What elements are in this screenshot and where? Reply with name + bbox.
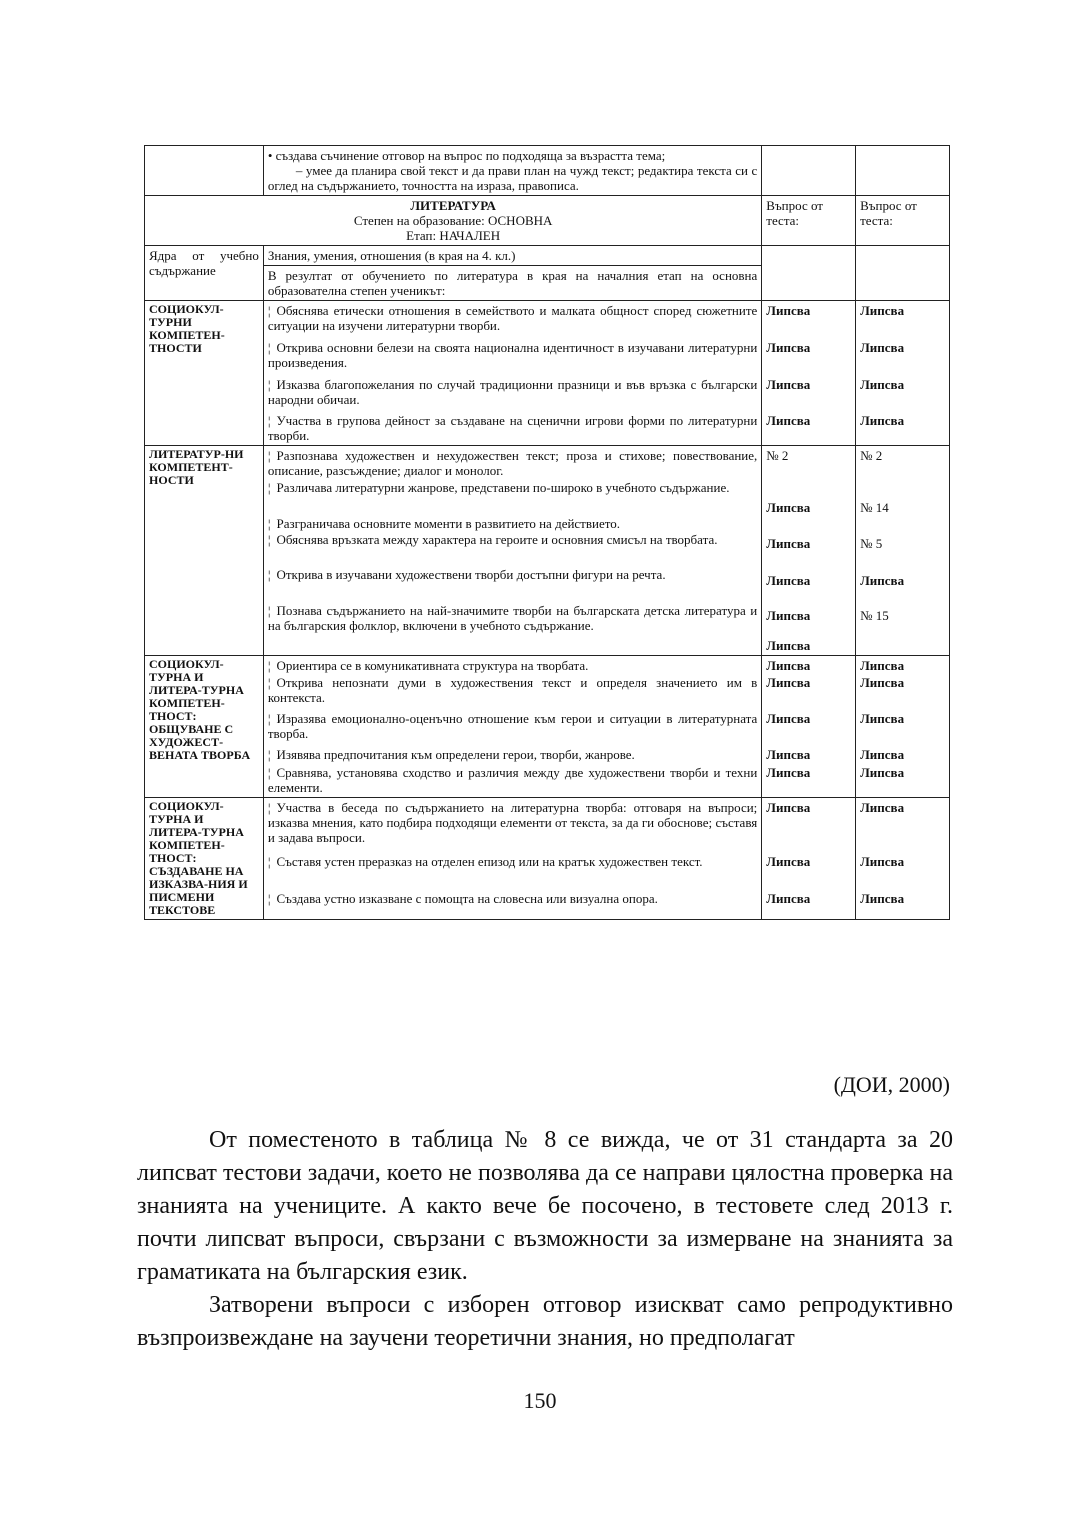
items-cell	[263, 446, 761, 656]
answer-value: Липсва	[860, 377, 905, 392]
answer-cell	[856, 656, 950, 798]
header-col4: Въпрос от теста:	[856, 196, 950, 246]
bullet-marker: ¦	[267, 303, 271, 318]
table-row	[145, 301, 950, 446]
answer-value: Липсва	[766, 765, 811, 780]
table-row	[145, 446, 950, 656]
answer-cell	[762, 656, 856, 798]
answer-value: Липсва	[766, 854, 811, 869]
category-cell: СОЦИОКУЛ-ТУРНИ КОМПЕТЕН-ТНОСТИ	[145, 301, 264, 446]
subheader-left: Ядра от учебно съдържание	[145, 246, 264, 301]
list-item	[268, 891, 757, 906]
answer-value: Липсва	[860, 413, 905, 428]
table-header-row	[145, 196, 950, 246]
answer-cell	[762, 301, 856, 446]
bullet-marker: ¦	[267, 377, 271, 392]
answer-value: Липсва	[860, 765, 905, 780]
answer-value: № 5	[860, 536, 883, 551]
answer-value: Липсва	[860, 573, 905, 588]
item-text: Разграничава основните моменти в развитието на действието.	[276, 516, 620, 531]
paragraph: Затворени въпроси с изборен отговор изискват само репродуктивно възпроизвеждане на заучени теоретични знания, но предполагат	[137, 1292, 953, 1351]
paragraph: От поместеното в таблица № 8 се вижда, че от 31 стандарта за 20 липсват тестови задачи, което не позволява да се направи цялостна проверка на знанията на учениците. А както вече бе посочено, в тестовете след 2013 г. почти липсват въпроси, свързани с възможности за измерване на знанията за граматиката на българския език.	[137, 1127, 953, 1285]
list-item	[268, 567, 757, 603]
header-col3: Въпрос от теста:	[762, 196, 856, 246]
items-cell	[263, 656, 761, 798]
answer-value: Липсва	[766, 638, 811, 653]
empty-cell	[762, 146, 856, 196]
header-stage: Степен на образование: ОСНОВНА	[353, 213, 553, 228]
list-item	[268, 675, 757, 711]
list-item	[268, 765, 757, 795]
bullet-marker: ¦	[267, 747, 271, 762]
bullet-marker: ¦	[267, 567, 271, 582]
source-citation: (ДОИ, 2000)	[833, 1072, 950, 1097]
answer-cell	[856, 798, 950, 920]
answer-cell	[856, 301, 950, 446]
item-text: Обяснява връзката между характера на героите и основния смисъл на творбата.	[276, 532, 718, 547]
list-item	[268, 413, 757, 443]
answer-value: № 2	[766, 448, 789, 463]
item-text: Сравнява, установява сходство и различия между две художествени творби и техни елементи.	[267, 765, 758, 795]
bullet-marker: ¦	[267, 480, 271, 495]
answer-value: Липсва	[766, 413, 811, 428]
list-item	[268, 658, 757, 675]
list-item	[268, 516, 757, 532]
top-row-line: • създава съчинение отговор на въпрос по подходяща за възрастта тема;	[267, 148, 666, 163]
item-text: Различава литературни жанрове, представени по-широко в учебното съдържание.	[276, 480, 730, 495]
list-item	[268, 303, 757, 340]
empty-cell	[856, 246, 950, 301]
subheader-knowledge: Знания, умения, отношения (в края на 4. кл.)	[263, 246, 761, 266]
answer-value: Липсва	[766, 340, 811, 355]
answer-value: № 15	[860, 608, 889, 623]
answer-value: Липсва	[766, 573, 811, 588]
item-text: Открива непознати думи в художествения текст и определя значението им в контекста.	[267, 675, 758, 705]
list-item	[268, 340, 757, 377]
list-item	[268, 377, 757, 413]
item-text: Ориентира се в комуникативната структура на творбата.	[276, 658, 589, 673]
list-item	[268, 480, 757, 516]
top-row-line: – умее да планира свой текст и да прави план на чужд текст; редактира текста си с оглед на съдържанието, точността на израза, правописа.	[267, 163, 758, 193]
bullet-marker: ¦	[267, 448, 271, 463]
bullet-marker: ¦	[267, 603, 271, 618]
subheader-result: В резултат от обучението по литература в края на началния етап на основна образователна степен ученикът:	[263, 266, 761, 301]
item-text: Изявява предпочитания към определени герои, творби, жанрове.	[276, 747, 635, 762]
bullet-marker: ¦	[267, 765, 271, 780]
item-text: Изказва благопожелания по случай традиционни празници и във връзка с български народни обичаи.	[267, 377, 758, 407]
answer-value: Липсва	[766, 891, 811, 906]
item-text: Изразява емоционално-оценъчно отношение към герои и ситуации в литературната творба.	[267, 711, 758, 741]
category-cell: СОЦИОКУЛ-ТУРНА И ЛИТЕРА-ТУРНА КОМПЕТЕН-ТНОСТ: ОБЩУВАНЕ С ХУДОЖЕСТ-ВЕНАТА ТВОРБА	[145, 656, 264, 798]
empty-cell	[145, 146, 264, 196]
empty-cell	[762, 246, 856, 301]
item-text: Познава съдържанието на най-значимите творби на българската детска литература и на българския фолклор, включени в учебното съдържание.	[267, 603, 758, 633]
item-text: Открива основни белези на своята национална идентичност в изучавани литературни произведения.	[267, 340, 758, 370]
bullet-marker: ¦	[267, 711, 271, 726]
bullet-marker: ¦	[267, 532, 271, 547]
answer-value: Липсва	[766, 747, 811, 762]
answer-value: Липсва	[860, 658, 905, 673]
answer-value: Липсва	[860, 340, 905, 355]
answer-value: Липсва	[860, 747, 905, 762]
item-text: Открива в изучавани художествени творби достъпни фигури на речта.	[276, 567, 666, 582]
bullet-marker: ¦	[267, 891, 271, 906]
answer-value: № 14	[860, 500, 889, 515]
list-item	[268, 800, 757, 854]
item-text: Разпознава художествен и нехудожествен текст; проза и стихове; повествование, описание, разсъждение; диалог и монолог.	[267, 448, 758, 478]
list-item	[268, 854, 757, 891]
table-row	[145, 798, 950, 920]
answer-value: № 2	[860, 448, 883, 463]
answer-value: Липсва	[766, 800, 811, 815]
answer-cell	[762, 798, 856, 920]
list-item	[268, 448, 757, 480]
category-cell: СОЦИОКУЛ-ТУРНА И ЛИТЕРА-ТУРНА КОМПЕТЕН-ТНОСТ: СЪЗДАВАНЕ НА ИЗКАЗВА-НИЯ И ПИСМЕНИ ТЕКСТОВЕ	[145, 798, 264, 920]
answer-value: Липсва	[860, 800, 905, 815]
item-text: Съставя устен преразказ на отделен епизод или на кратък художествен текст.	[276, 854, 703, 869]
answer-value: Липсва	[860, 711, 905, 726]
item-text: Обяснява етически отношения в семейството и малката общност според сюжетните ситуации на изучени литературни творби.	[267, 303, 758, 333]
answer-value: Липсва	[766, 500, 811, 515]
item-text: Участва в беседа по съдържанието на литературна творба: отговаря на въпроси; изказва мнения, като подбира подходящи елементи от текста, за да ги обоснове; съставя и задава въпроси.	[267, 800, 758, 845]
item-text: Създава устно изказване с помощта на словесна или визуална опора.	[276, 891, 658, 906]
bullet-marker: ¦	[267, 854, 271, 869]
bullet-marker: ¦	[267, 340, 271, 355]
answer-value: Липсва	[766, 711, 811, 726]
answer-value: Липсва	[860, 891, 905, 906]
standards-table	[144, 145, 950, 920]
subheader-row	[145, 246, 950, 266]
answer-value: Липсва	[860, 854, 905, 869]
empty-cell	[856, 146, 950, 196]
category-cell: ЛИТЕРАТУР-НИ КОМПЕТЕНТ-НОСТИ	[145, 446, 264, 656]
page-number: 150	[523, 1388, 557, 1413]
answer-value: Липсва	[766, 536, 811, 551]
answer-value: Липсва	[860, 303, 905, 318]
table-row-top	[145, 146, 950, 196]
bullet-marker: ¦	[267, 413, 271, 428]
answer-cell	[762, 446, 856, 656]
answer-value: Липсва	[766, 303, 811, 318]
list-item	[268, 603, 757, 633]
answer-value: Липсва	[766, 377, 811, 392]
top-row-content	[263, 146, 761, 196]
answer-cell	[856, 446, 950, 656]
body-text	[137, 1124, 953, 1355]
items-cell	[263, 301, 761, 446]
header-title: ЛИТЕРАТУРА	[410, 198, 496, 213]
answer-value: Липсва	[766, 675, 811, 690]
items-cell	[263, 798, 761, 920]
list-item	[268, 711, 757, 747]
list-item	[268, 747, 757, 765]
bullet-marker: ¦	[267, 800, 271, 815]
answer-value: Липсва	[860, 675, 905, 690]
bullet-marker: ¦	[267, 675, 271, 690]
table-row	[145, 656, 950, 798]
header-level: Етап: НАЧАЛЕН	[406, 228, 501, 243]
bullet-marker: ¦	[267, 516, 271, 531]
header-cell	[145, 196, 762, 246]
answer-value: Липсва	[766, 658, 811, 673]
item-text: Участва в групова дейност за създаване на сценични игрови форми по литературни творби.	[267, 413, 758, 443]
answer-value: Липсва	[766, 608, 811, 623]
list-item	[268, 532, 757, 567]
bullet-marker: ¦	[267, 658, 271, 673]
